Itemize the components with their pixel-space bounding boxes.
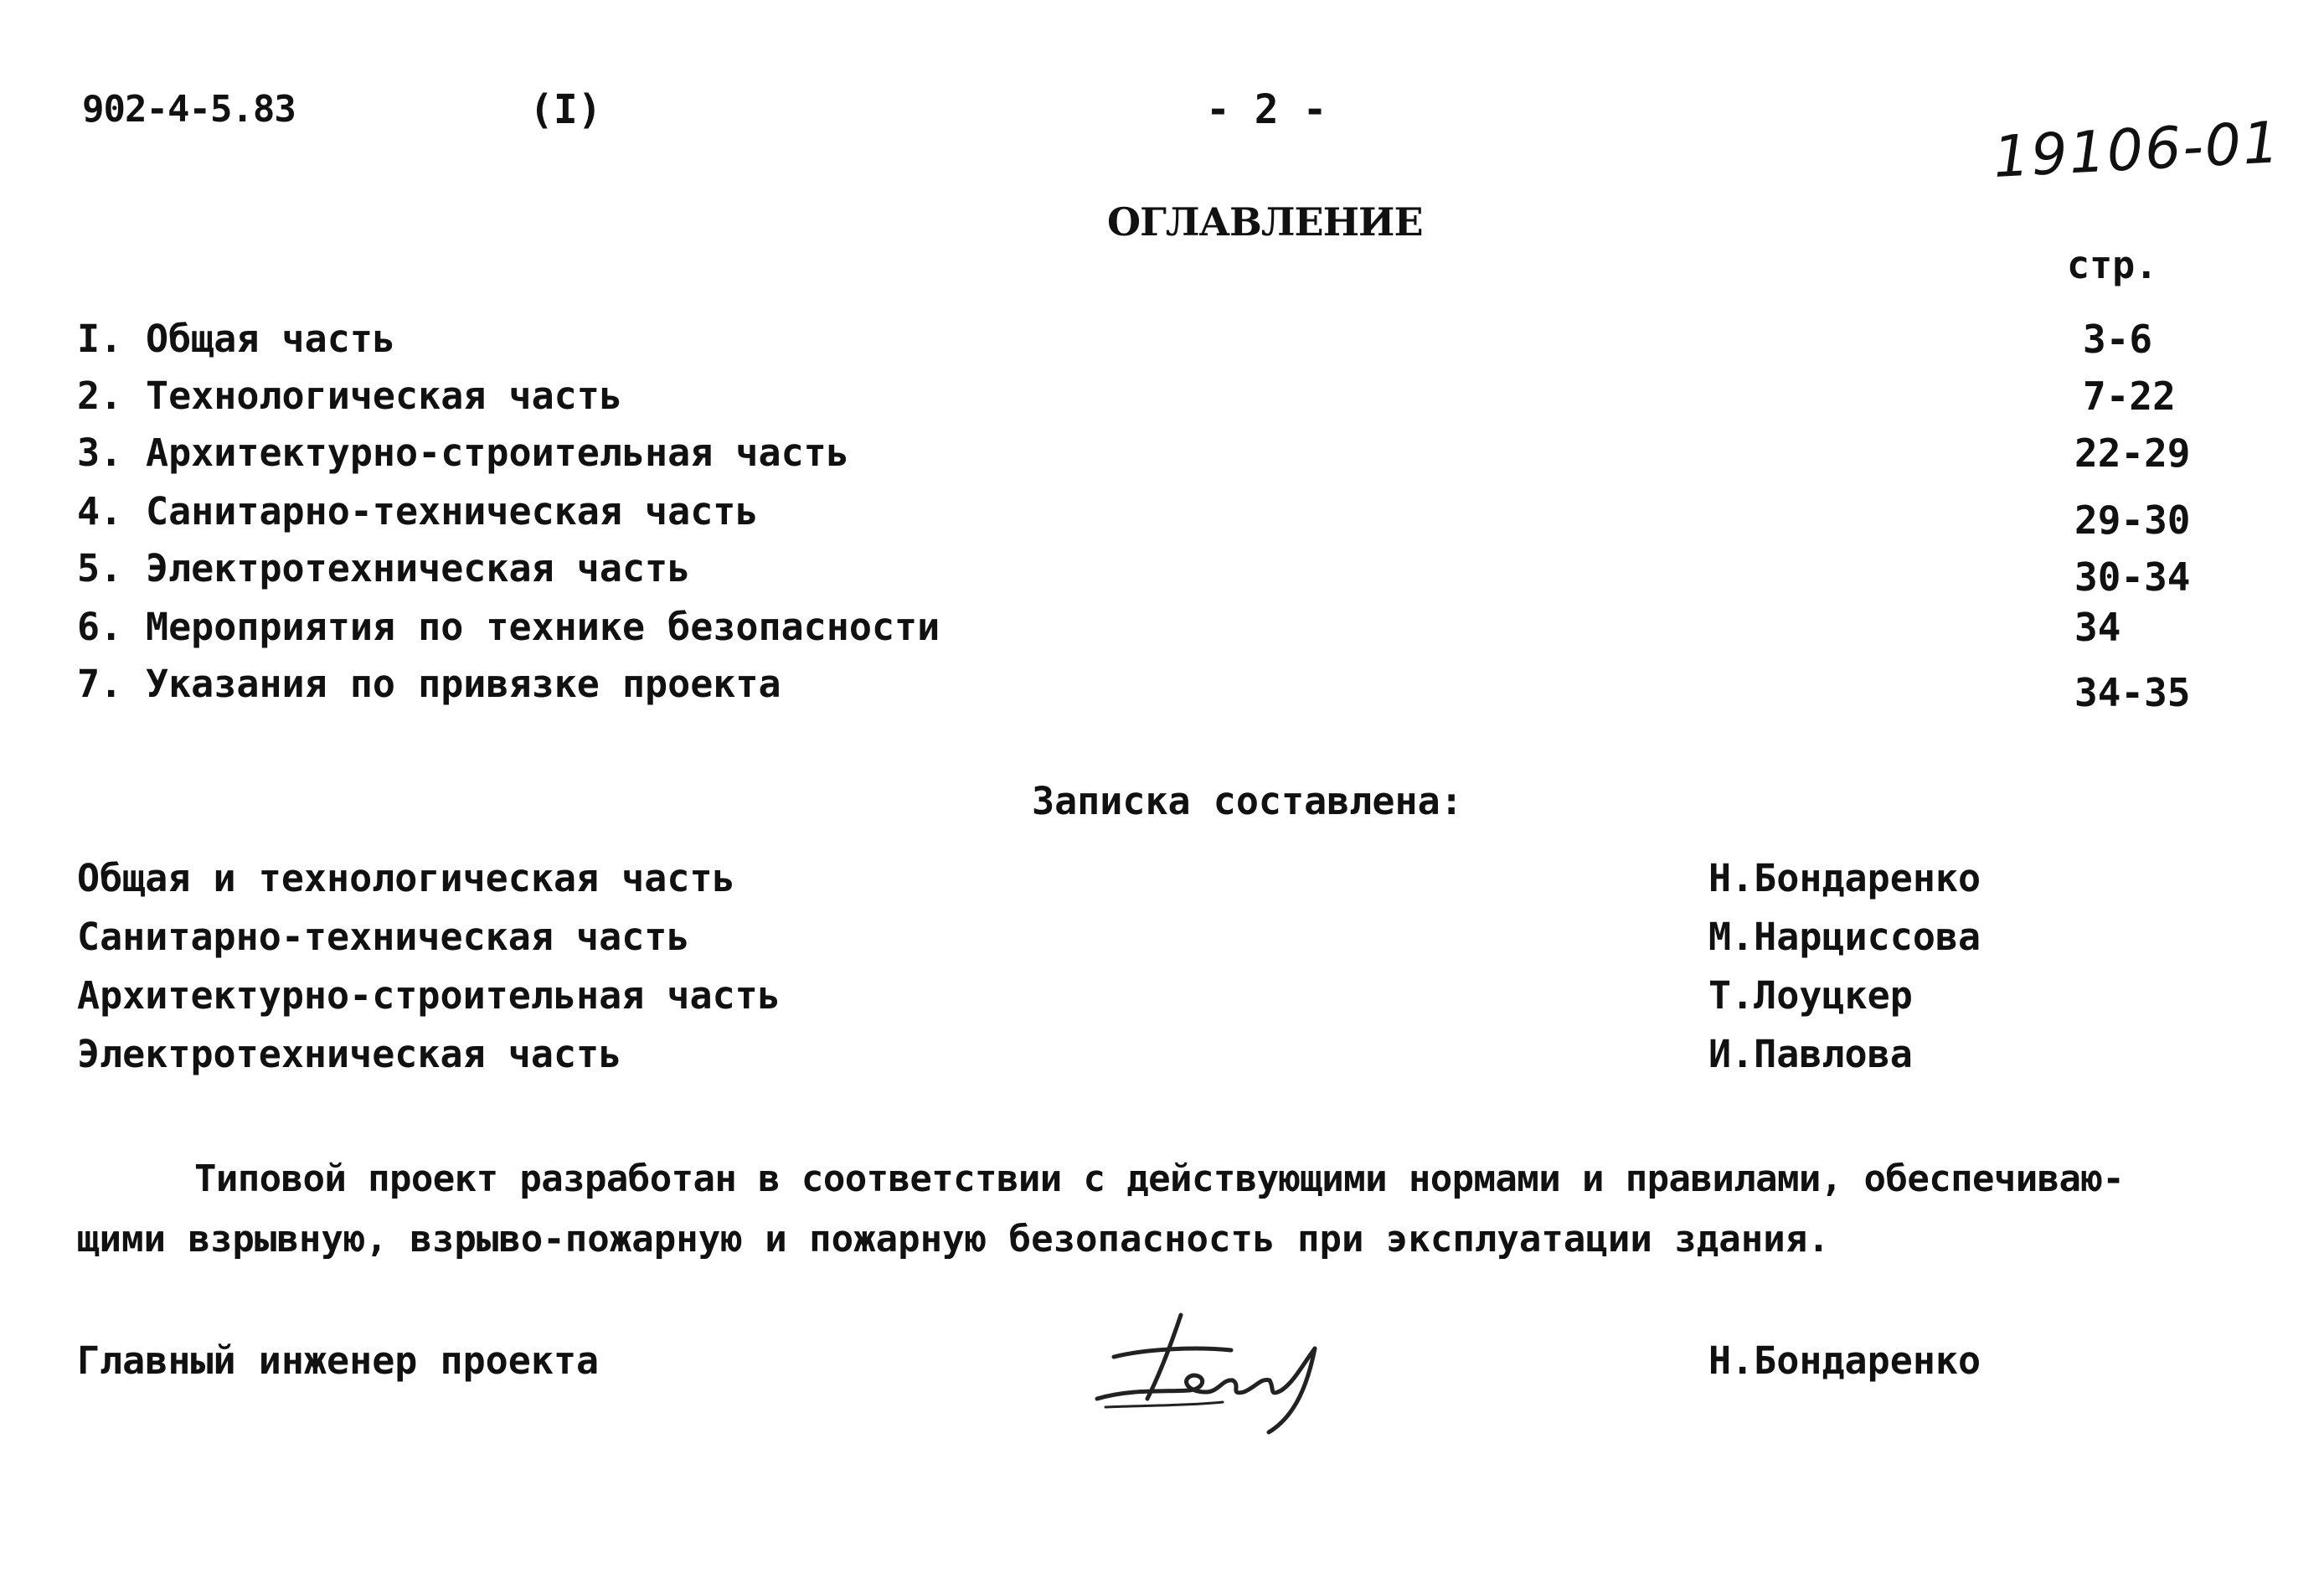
authors-title: Записка составлена: xyxy=(1032,779,1463,823)
signoff-role: Главный инженер проекта xyxy=(77,1338,600,1383)
toc-item-number: 7. xyxy=(77,662,123,706)
toc-item-label: Мероприятия по технике безопасности xyxy=(146,605,940,649)
author-row xyxy=(77,856,2087,915)
toc-item-number: 2. xyxy=(77,374,123,418)
toc-title: ОГЛАВЛЕНИЕ xyxy=(1107,199,1423,245)
author-part: Общая и технологическая часть xyxy=(77,856,735,900)
toc-item xyxy=(77,317,2221,374)
author-part: Электротехническая часть xyxy=(77,1032,622,1076)
signature xyxy=(1080,1298,1348,1441)
toc-item-label: Санитарно-техническая часть xyxy=(146,489,759,534)
signoff-name: Н.Бондаренко xyxy=(1708,1338,1981,1383)
toc-item-pages: 30-34 xyxy=(2074,554,2191,600)
toc-item-number: 5. xyxy=(77,546,123,590)
toc-item-label: Указания по привязке проекта xyxy=(146,662,781,706)
toc-item-pages: 3-6 xyxy=(2083,317,2153,362)
volume-number: (I) xyxy=(529,86,602,133)
statement-line-1: Типовой проект разработан в соответствии с действующими нормами и правилами, обеспечиваю- xyxy=(194,1158,2125,1200)
toc-item-label: Архитектурно-строительная часть xyxy=(146,431,849,475)
author-row xyxy=(77,915,2087,973)
toc-item-label: Общая часть xyxy=(146,317,396,361)
author-part: Санитарно-техническая часть xyxy=(77,915,690,959)
toc-item-pages: 22-29 xyxy=(2074,431,2191,476)
author-name: И.Павлова xyxy=(1708,1032,1913,1076)
toc-item-label: Технологическая часть xyxy=(146,374,622,418)
author-row xyxy=(77,1032,2087,1091)
author-name: Н.Бондаренко xyxy=(1708,856,1981,900)
author-part: Архитектурно-строительная часть xyxy=(77,973,781,1018)
page-number: - 2 - xyxy=(1206,86,1327,133)
toc-page-column-label: стр. xyxy=(2067,243,2158,287)
toc-item-pages: 7-22 xyxy=(2083,374,2176,419)
toc-item xyxy=(77,662,2221,719)
author-name: Т.Лоуцкер xyxy=(1708,973,1913,1018)
toc-item xyxy=(77,374,2221,431)
statement-line-2: щими взрывную, взрыво-пожарную и пожарную безопасность при эксплуатации здания. xyxy=(77,1218,1830,1261)
author-row xyxy=(77,973,2087,1032)
toc-item-pages: 29-30 xyxy=(2074,498,2191,543)
toc-item-pages: 34 xyxy=(2074,605,2121,650)
toc-item xyxy=(77,489,2221,546)
doc-code: 902-4-5.83 xyxy=(82,88,296,131)
toc-item xyxy=(77,546,2221,603)
toc-item-label: Электротехническая часть xyxy=(146,546,691,590)
toc-item-number: 6. xyxy=(77,605,123,649)
author-name: М.Нарциссова xyxy=(1708,915,1981,959)
toc-item-number: 3. xyxy=(77,431,123,475)
toc-item-pages: 34-35 xyxy=(2074,670,2191,715)
toc-item-number: 4. xyxy=(77,489,123,534)
handwritten-archive-number: 19106-01 xyxy=(1992,110,2283,191)
toc-item-number: I. xyxy=(77,317,123,361)
toc-item xyxy=(77,431,2221,487)
toc-item xyxy=(77,605,2221,662)
